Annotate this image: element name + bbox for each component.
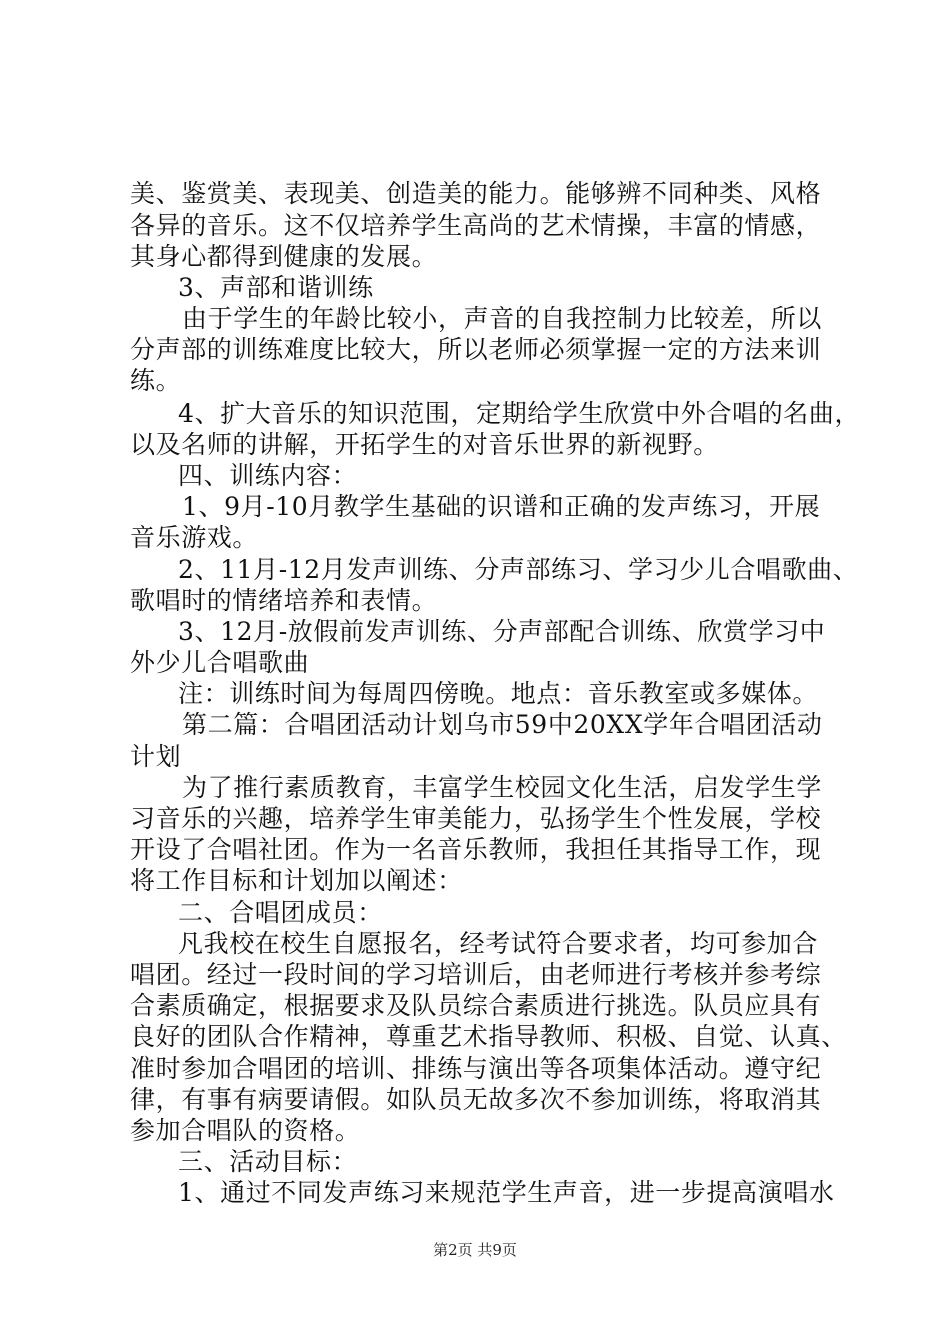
text-line: 参加合唱队的资格。	[130, 1116, 361, 1145]
text-line: 为了推行素质教育，丰富学生校园文化生活，启发学生学	[182, 773, 823, 802]
text-line: 准时参加合唱团的培训、排练与演出等各项集体活动。遵守纪	[130, 1054, 822, 1083]
text-line: 2、11月-12月发声训练、分声部练习、学习少儿合唱歌曲、	[178, 555, 859, 584]
text-line: 良好的团队合作精神，尊重艺术指导教师、积极、自觉、认真、	[130, 1022, 847, 1051]
section-heading: 3、声部和谐训练	[178, 273, 374, 302]
text-line: 合素质确定，根据要求及队员综合素质进行挑选。队员应具有	[130, 991, 822, 1020]
text-line: 唱团。经过一段时间的学习培训后，由老师进行考核并参考综	[130, 960, 822, 989]
text-line: 律，有事有病要请假。如队员无故多次不参加训练，将取消其	[130, 1085, 822, 1114]
text-line: 各异的音乐。这不仅培养学生高尚的艺术情操，丰富的情感，	[130, 211, 822, 240]
section-heading: 二、合唱团成员：	[178, 898, 383, 927]
text-line: 习音乐的兴趣，培养学生审美能力，弘扬学生个性发展，学校	[130, 804, 822, 833]
text-line: 注：训练时间为每周四傍晚。地点：音乐教室或多媒体。	[178, 679, 819, 708]
text-line: 凡我校在校生自愿报名，经考试符合要求者，均可参加合	[178, 929, 819, 958]
text-line: 3、12月-放假前发声训练、分声部配合训练、欣赏学习中	[178, 617, 826, 646]
section-title: 计划	[130, 742, 182, 771]
text-line: 音乐游戏。	[130, 523, 259, 552]
text-line: 练。	[130, 366, 182, 395]
section-heading: 四、训练内容：	[178, 461, 358, 490]
text-line: 分声部的训练难度比较大，所以老师必须掌握一定的方法来训	[130, 335, 822, 364]
section-title: 第二篇：合唱团活动计划乌市59中20XX学年合唱团活动	[182, 710, 823, 739]
text-line: 歌唱时的情绪培养和表情。	[130, 586, 438, 615]
text-line: 1、9月-10月教学生基础的识谱和正确的发声练习，开展	[182, 492, 821, 521]
text-line: 开设了合唱社团。作为一名音乐教师，我担任其指导工作，现	[130, 835, 822, 864]
text-line: 由于学生的年龄比较小，声音的自我控制力比较差，所以	[182, 304, 823, 333]
text-line: 将工作目标和计划加以阐述：	[130, 866, 463, 895]
text-line: 1、通过不同发声练习来规范学生声音，进一步提高演唱水	[178, 1178, 835, 1207]
text-line: 其身心都得到健康的发展。	[130, 242, 438, 271]
text-line: 以及名师的讲解，开拓学生的对音乐世界的新视野。	[130, 430, 719, 459]
text-line: 外少儿合唱歌曲	[130, 648, 310, 677]
page-footer: 第2页 共9页	[433, 1241, 517, 1259]
section-heading: 三、活动目标：	[178, 1147, 358, 1176]
text-line: 4、扩大音乐的知识范围，定期给学生欣赏中外合唱的名曲，	[178, 399, 861, 428]
text-line: 美、鉴赏美、表现美、创造美的能力。能够辨不同种类、风格	[130, 179, 822, 208]
